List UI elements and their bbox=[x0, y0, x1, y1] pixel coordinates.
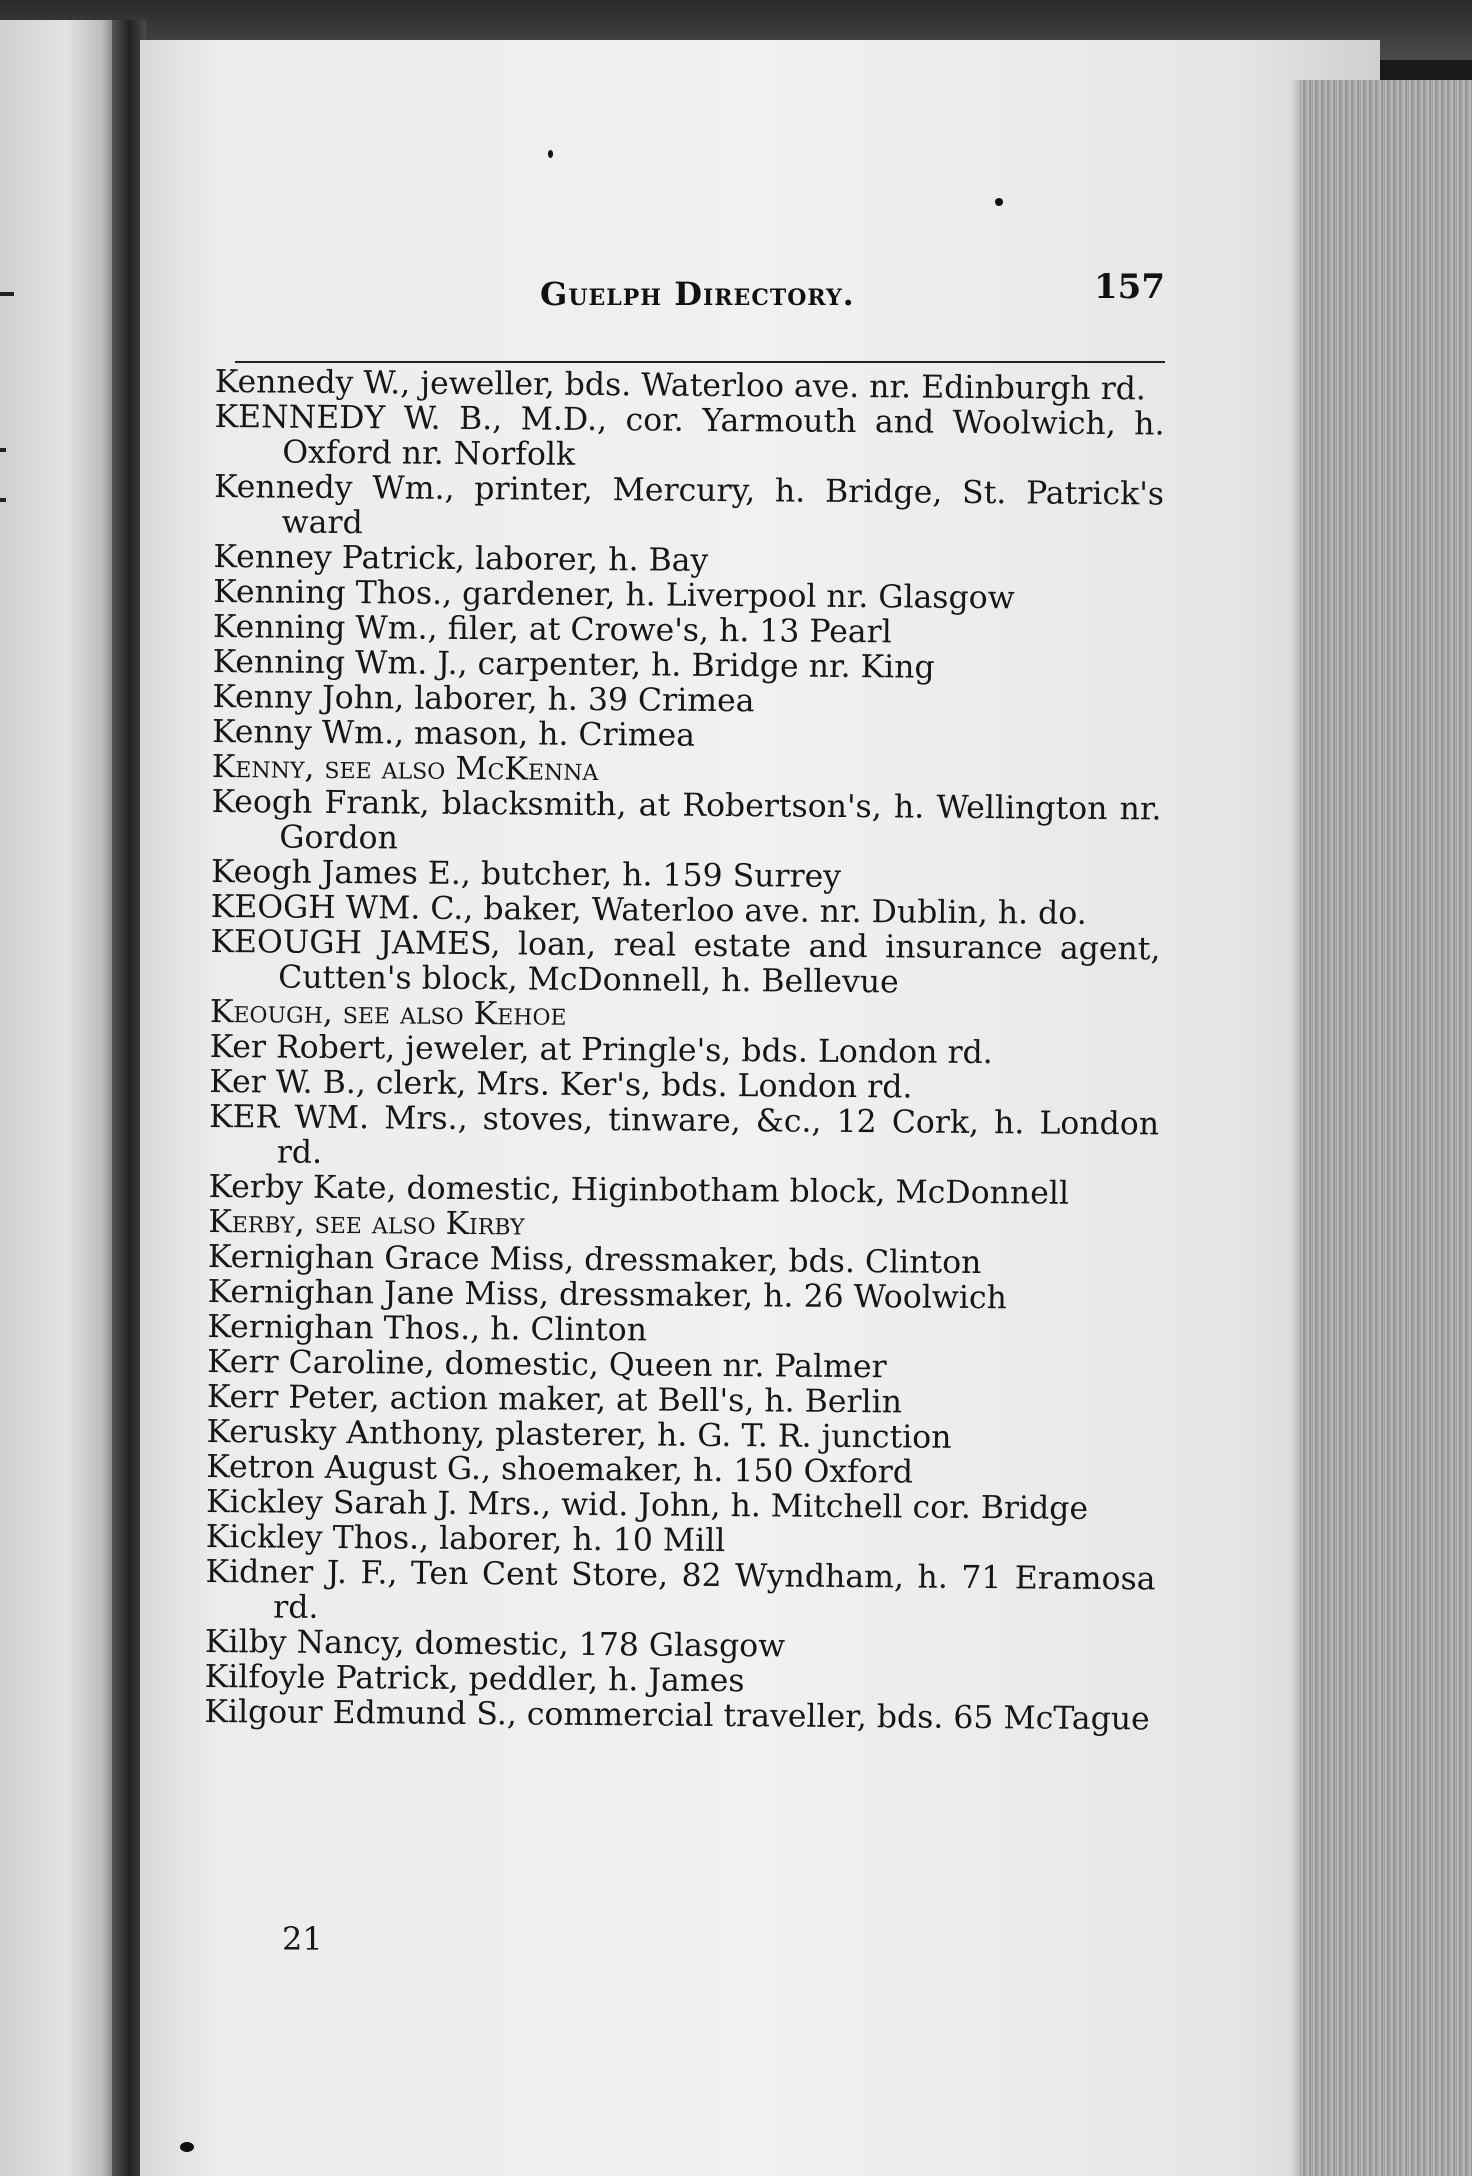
facing-page-mark bbox=[0, 448, 6, 452]
directory-entry: Kerr Peter, action maker, at Bell's, h. Berlin bbox=[206, 1378, 903, 1421]
page-number: 157 bbox=[1094, 267, 1165, 307]
directory-entry: Ker Robert, jeweler, at Pringle's, bds. London rd. bbox=[209, 1028, 993, 1072]
directory-entry: Kerusky Anthony, plasterer, h. G. T. R. junction bbox=[206, 1413, 952, 1456]
directory-entry: Kidner J. F., Ten Cent Store, 82 Wyndham, h. 71 Eramosa rd. bbox=[205, 1553, 1156, 1626]
facing-page bbox=[0, 20, 120, 2176]
directory-entry: Kenny, see also McKenna bbox=[211, 748, 599, 789]
directory-entry: KER WM. Mrs., stoves, tinware, &c., 12 Cork, h. London rd. bbox=[208, 1098, 1160, 1171]
directory-entry: Kennedy W., jeweller, bds. Waterloo ave. nr. Edinburgh rd. bbox=[214, 364, 1147, 408]
ink-speck bbox=[180, 2142, 194, 2152]
directory-entry: Kernighan Thos., h. Clinton bbox=[207, 1308, 648, 1349]
directory-entry: Kernighan Jane Miss, dressmaker, h. 26 Woolwich bbox=[207, 1273, 1007, 1317]
directory-entry: Kernighan Grace Miss, dressmaker, bds. Clinton bbox=[207, 1238, 982, 1282]
ink-speck bbox=[548, 150, 553, 158]
facing-page-mark bbox=[0, 498, 6, 502]
directory-entry: Kerr Caroline, domestic, Queen nr. Palmer bbox=[207, 1343, 887, 1386]
directory-entry: Kilby Nancy, domestic, 178 Glasgow bbox=[204, 1623, 786, 1665]
directory-entry: Kenning Wm., filer, at Crowe's, h. 13 Pearl bbox=[212, 608, 892, 651]
directory-entry: Kenney Patrick, laborer, h. Bay bbox=[213, 538, 709, 579]
directory-entry: Kerby, see also Kirby bbox=[208, 1203, 525, 1243]
page-edges bbox=[1300, 80, 1472, 2176]
directory-entry: KEOUGH JAMES, loan, real estate and insurance agent, Cutten's block, McDonnell, h. Bellevue bbox=[210, 923, 1161, 1001]
directory-entry: Keough, see also Kehoe bbox=[209, 993, 567, 1033]
directory-entry: KEOGH WM. C., baker, Waterloo ave. nr. Dublin, h. do. bbox=[210, 888, 1087, 932]
ink-speck bbox=[995, 198, 1003, 206]
directory-entries bbox=[204, 365, 1165, 1737]
directory-entry: Kilfoyle Patrick, peddler, h. James bbox=[204, 1658, 745, 1700]
directory-entry: Kickley Sarah J. Mrs., wid. John, h. Mitchell cor. Bridge bbox=[205, 1483, 1089, 1527]
directory-entry: Kerby Kate, domestic, Higinbotham block, McDonnell bbox=[208, 1168, 1070, 1212]
directory-entry: Ker W. B., clerk, Mrs. Ker's, bds. London rd. bbox=[209, 1063, 913, 1106]
directory-entry: Kickley Thos., laborer, h. 10 Mill bbox=[205, 1518, 726, 1560]
page-header bbox=[235, 265, 1165, 363]
running-title: Guelph Directory. bbox=[540, 275, 855, 313]
directory-entry: Kenning Wm. J., carpenter, h. Bridge nr. King bbox=[212, 643, 935, 686]
directory-entry: Keogh James E., butcher, h. 159 Surrey bbox=[210, 853, 842, 895]
directory-entry: Kenny Wm., mason, h. Crimea bbox=[211, 713, 696, 754]
directory-entry: Keogh Frank, blacksmith, at Robertson's, h. Wellington nr. Gordon bbox=[211, 783, 1162, 857]
directory-entry: Kenny John, laborer, h. 39 Crimea bbox=[212, 678, 755, 720]
facing-page-mark bbox=[0, 292, 14, 296]
directory-entry: KENNEDY W. B., M.D., cor. Yarmouth and Woolwich, h. Oxford nr. Norfolk bbox=[214, 398, 1165, 473]
directory-entry: Kenning Thos., gardener, h. Liverpool nr. Glasgow bbox=[213, 573, 1015, 617]
directory-entry: Ketron August G., shoemaker, h. 150 Oxford bbox=[206, 1448, 914, 1491]
directory-entry: Kennedy Wm., printer, Mercury, h. Bridge, St. Patrick's ward bbox=[213, 468, 1165, 542]
signature-mark: 21 bbox=[282, 1920, 323, 1958]
directory-entry: Kilgour Edmund S., commercial traveller, bds. 65 McTague bbox=[204, 1693, 1150, 1738]
